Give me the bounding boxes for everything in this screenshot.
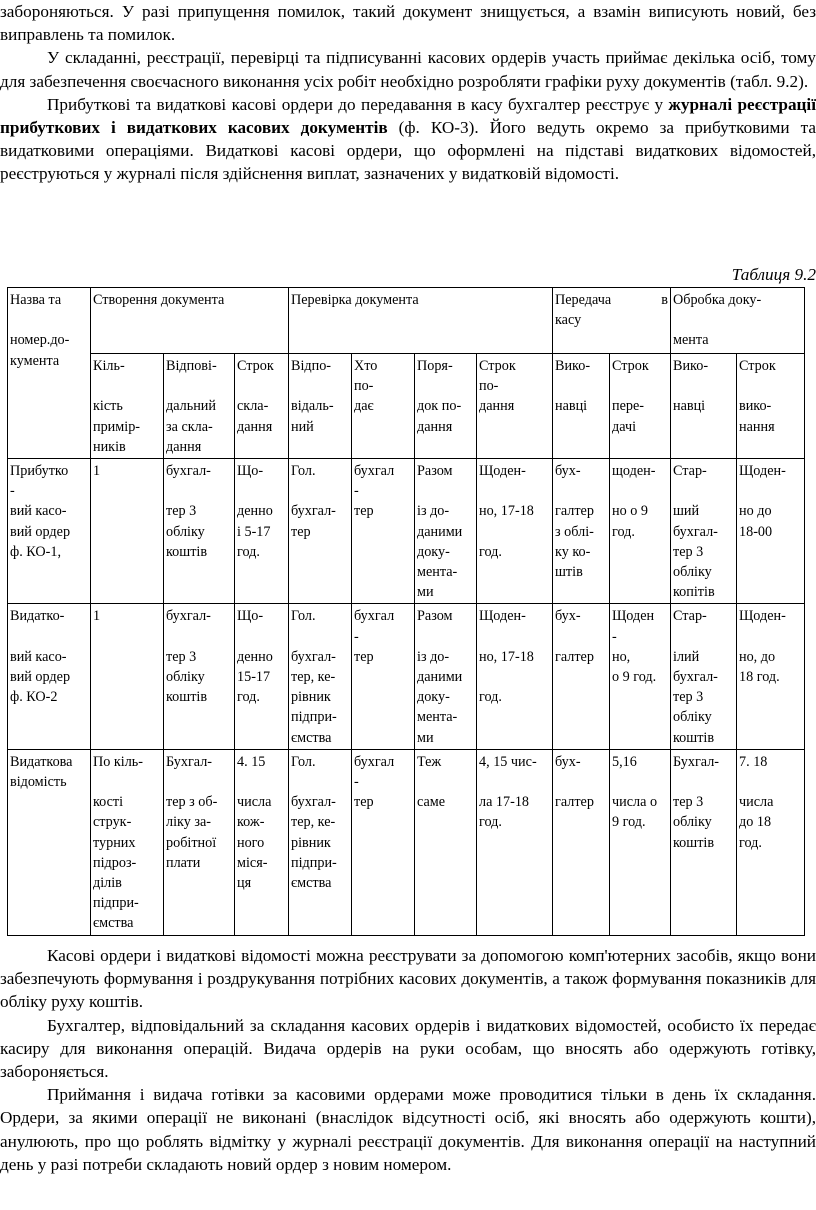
intro-paragraph-2: У складанні, реєстрації, перевірці та підписуванні касових ордерів участь приймає декілька осіб, тому для забезпечення своєчасного виконання усіх робіт необхідно розробляти графіки руху документів (табл. 9.2). — [0, 48, 816, 91]
table-row — [8, 459, 805, 604]
table-cell: бух- галтер — [553, 604, 610, 749]
closing-text — [0, 944, 816, 1176]
table-cell: Що- денно і 5-17 год. — [235, 459, 289, 604]
header-creation: Створення документа — [91, 288, 289, 354]
table-cell: бухгал- тер 3 обліку коштів — [164, 459, 235, 604]
table-cell: бух- галтер з облі- ку ко- штів — [553, 459, 610, 604]
table-cell: Гол. бухгал- тер, ке- рівник підпри- ємства — [289, 604, 352, 749]
table-cell: Стар- ілий бухгал- тер 3 обліку коштів — [671, 604, 737, 749]
subheader-exec1: Вико- навці — [553, 354, 610, 459]
subheader-order: Поря- док по- дання — [415, 354, 477, 459]
table-cell: Видатко- вий касо- вий ордер ф. КО-2 — [8, 604, 91, 749]
subheader-term3: Строк пере- дачі — [610, 354, 671, 459]
header-check: Перевірка документа — [289, 288, 553, 354]
table-cell: Бухгал- тер 3 обліку коштів — [671, 749, 737, 935]
intro-p3-end: (ф. КО-3). Його ведуть окремо за прибутковими та видатковими операціями. Видаткові касові ордери, що оформлені на підставі видаткових відомостей, реєструються у журналі після здійснення виплат, зазначених у видатковій відомості. — [0, 118, 816, 184]
table-cell: бухгал- тер 3 обліку коштів — [164, 604, 235, 749]
table-cell: 4, 15 чис- ла 17-18 год. — [477, 749, 553, 935]
table-cell: 1 — [91, 459, 164, 604]
table-cell: Щоден- но, 17-18 год. — [477, 459, 553, 604]
table-cell: 5,16 числа о 9 год. — [610, 749, 671, 935]
table-row — [8, 749, 805, 935]
table-cell: Разом із до- даними доку- мента- ми — [415, 604, 477, 749]
intro-p3-start: Прибуткові та видаткові касові ордери до передавання в касу бухгалтер реєструє у — [47, 94, 669, 114]
subheader-exec2: Вико- навці — [671, 354, 737, 459]
journal-name: журналі реєстрації прибуткових і видаткових касових документів — [0, 94, 816, 138]
subheader-who: Хто по- дає — [352, 354, 415, 459]
table-cell: бух- галтер — [553, 749, 610, 935]
table-row — [8, 604, 805, 749]
table-cell: Гол. бухгал- тер, ке- рівник підпри- ємства — [289, 749, 352, 935]
table-cell: Стар- ший бухгал- тер 3 обліку копітів — [671, 459, 737, 604]
table-cell: щоден- но о 9 год. — [610, 459, 671, 604]
subheader-term4: Строк вико- нання — [737, 354, 805, 459]
page — [0, 0, 816, 186]
table-cell: Щоден- но, 17-18 год. — [477, 604, 553, 749]
outro-paragraph-1: Касові ордери і видаткові відомості можна реєструвати за допомогою комп'ютерних засобів, якщо вони забезпечують формування і роздрукування потрібних касових документів, а також формування показників для обліку руху коштів. — [0, 946, 816, 1012]
table-header-row-1 — [8, 288, 805, 354]
intro-paragraph-1: забороняються. У разі припущення помилок, такий документ знищується, а взамін виписують новий, без виправлень та помилок. — [0, 2, 816, 45]
table-cell: бухгал - тер — [352, 749, 415, 935]
subheader-resp2: Відпо- відаль- ний — [289, 354, 352, 459]
subheader-term1: Строк скла- дання — [235, 354, 289, 459]
table-cell: 7. 18 числа до 18 год. — [737, 749, 805, 935]
subheader-qty: Кіль- кість примір- ників — [91, 354, 164, 459]
outro-paragraph-3: Приймання і видача готівки за касовими ордерами може проводитися тільки в день їх складання. Ордери, за якими операції не виконані (внаслідок відсутності осіб, які вносять або одержують кошти), анулюють, про що роблять відмітку у журналі реєстрації документів. Для виконання операції на наступний день у разі потреби складають новий ордер з новим номером. — [0, 1085, 816, 1174]
header-processing: Обробка доку- мента — [671, 288, 805, 354]
table-cell: Прибутко - вий касо- вий ордер ф. КО-1, — [8, 459, 91, 604]
table-cell: Теж саме — [415, 749, 477, 935]
header-name: Назва та номер.до- кумента — [8, 288, 91, 459]
table-cell: Щоден - но, о 9 год. — [610, 604, 671, 749]
table-cell: бухгал - тер — [352, 604, 415, 749]
table-cell: Щоден- но, до 18 год. — [737, 604, 805, 749]
table-cell: Бухгал- тер з об- ліку за- робітної плати — [164, 749, 235, 935]
header-transfer: Передача в касу — [553, 288, 671, 354]
table-header-row-2 — [8, 354, 805, 459]
table-cell: Разом із до- даними доку- мента- ми — [415, 459, 477, 604]
intro-paragraph-3 — [0, 93, 816, 186]
document-flow-table — [7, 287, 805, 936]
table-cell: 4. 15 числа кож- ного міся- ця — [235, 749, 289, 935]
table-cell: 1 — [91, 604, 164, 749]
outro-paragraph-2: Бухгалтер, відповідальний за складання касових ордерів і видаткових відомостей, особисто їх передає касиру для виконання операцій. Видача ордерів на руки особам, що вносять або одержують готівку, забороняється. — [0, 1015, 816, 1082]
table-cell: Гол. бухгал- тер — [289, 459, 352, 604]
table-cell: бухгал - тер — [352, 459, 415, 604]
subheader-resp: Відпові- дальний за скла- дання — [164, 354, 235, 459]
table-cell: Щоден- но до 18-00 — [737, 459, 805, 604]
subheader-term2: Строк по- дання — [477, 354, 553, 459]
table-cell: Видаткова відомість — [8, 749, 91, 935]
table-caption: Таблиця 9.2 — [731, 265, 816, 284]
table-cell: Що- денно 15-17 год. — [235, 604, 289, 749]
table-cell: По кіль- кості струк- турних підроз- ділів підпри- ємства — [91, 749, 164, 935]
